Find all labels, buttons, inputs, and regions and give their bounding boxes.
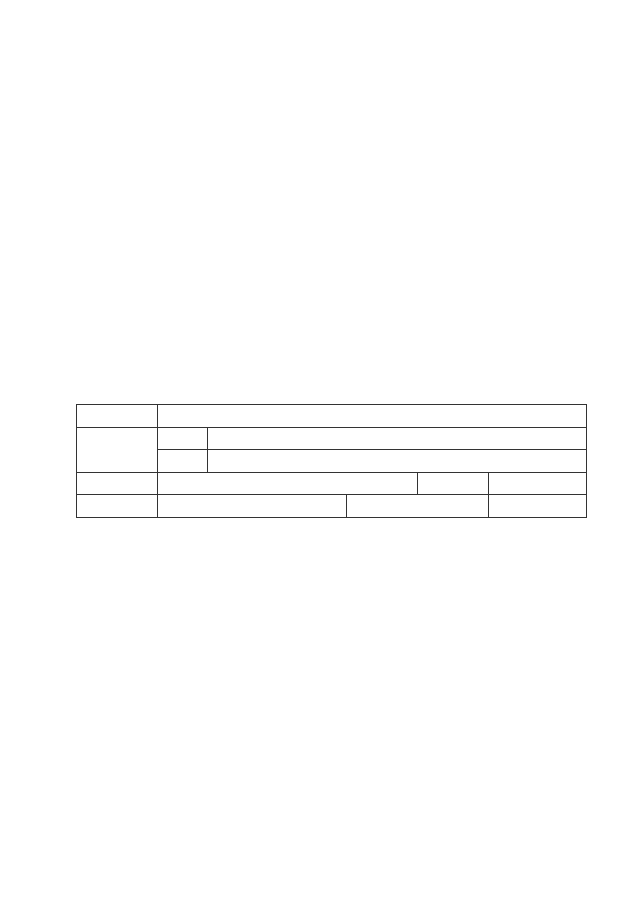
rate-cell	[489, 495, 587, 518]
content-table	[76, 404, 587, 518]
location-value	[208, 427, 587, 450]
rate-header	[418, 472, 489, 495]
row-label	[158, 495, 347, 518]
target-label	[77, 427, 158, 472]
tax-item-value	[158, 405, 587, 428]
tax-item-row	[77, 405, 587, 428]
name-label	[158, 450, 208, 473]
table-row	[77, 495, 587, 518]
group-label-total	[77, 495, 158, 518]
tax-amount-header	[489, 472, 587, 495]
header-row	[77, 472, 587, 495]
base-amount-header	[158, 472, 418, 495]
location-label	[158, 427, 208, 450]
base-amount-cell	[347, 495, 489, 518]
tax-item-label	[77, 405, 158, 428]
category-label	[77, 472, 158, 495]
location-row	[77, 427, 587, 450]
name-value	[208, 450, 587, 473]
